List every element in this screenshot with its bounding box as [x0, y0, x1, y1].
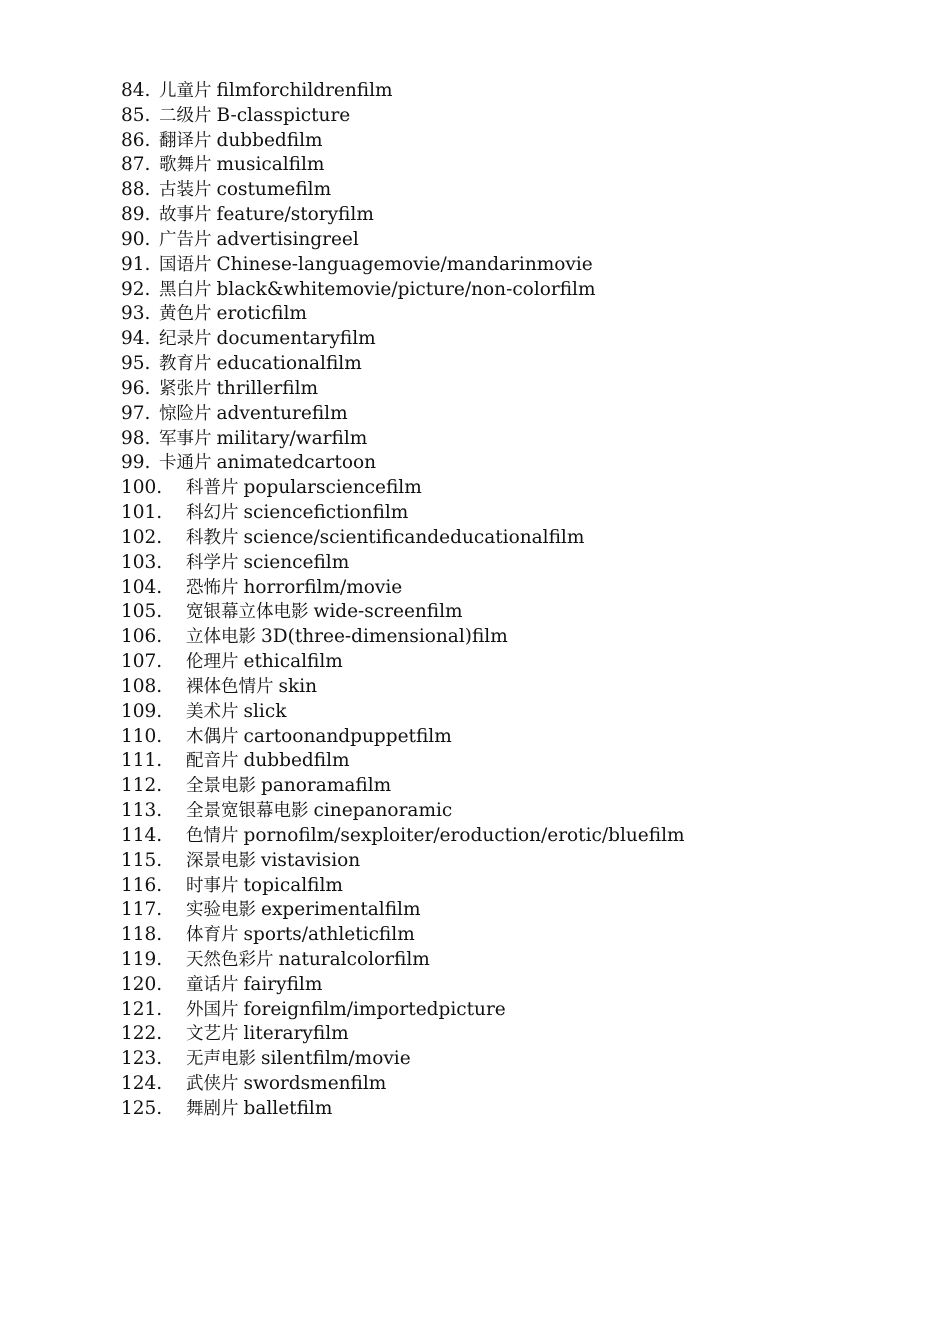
entry-chinese-term: 美术片	[186, 701, 239, 722]
entry-number: 100.	[121, 477, 163, 499]
glossary-entry	[121, 749, 685, 774]
entry-english-term: fairyfilm	[243, 973, 323, 995]
glossary-entry	[121, 79, 685, 104]
entry-english-term: slick	[243, 700, 287, 722]
entry-english-term: 3D(three-dimensional)film	[261, 626, 508, 648]
entry-number: 88.	[121, 179, 151, 201]
entry-chinese-term: 儿童片	[159, 81, 212, 101]
entry-number: 90.	[121, 228, 151, 250]
entry-chinese-term: 科教片	[186, 527, 239, 548]
entry-english-term: dubbedfilm	[243, 750, 350, 772]
entry-number: 113.	[121, 800, 163, 822]
entry-chinese-term: 全景电影	[186, 776, 256, 797]
glossary-entry	[121, 526, 685, 551]
entry-english-term: literaryfilm	[243, 1023, 349, 1045]
entry-number: 110.	[121, 725, 163, 747]
glossary-entry	[121, 153, 685, 178]
entry-number: 102.	[121, 526, 163, 548]
entry-english-term: adventurefilm	[216, 402, 348, 424]
glossary-entry	[121, 650, 685, 675]
entry-number: 92.	[121, 278, 151, 300]
entry-number: 98.	[121, 427, 151, 449]
entry-english-term: popularsciencefilm	[243, 477, 422, 499]
entry-chinese-term: 色情片	[186, 825, 239, 846]
entry-english-term: science/scientificandeducationalfilm	[243, 526, 585, 548]
entry-chinese-term: 紧张片	[159, 378, 212, 399]
entry-english-term: sciencefictionfilm	[243, 502, 409, 524]
entry-chinese-term: 体育片	[186, 925, 239, 946]
entry-english-term: wide-screenfilm	[313, 601, 463, 623]
entry-english-term: documentaryfilm	[216, 328, 376, 350]
entry-number: 103.	[121, 551, 163, 573]
entry-number: 93.	[121, 303, 151, 325]
entry-chinese-term: 实验电影	[186, 900, 256, 921]
entry-english-term: swordsmenfilm	[243, 1073, 387, 1095]
entry-number: 107.	[121, 651, 163, 673]
entry-english-term: experimentalfilm	[261, 899, 421, 921]
entry-chinese-term: 黑白片	[159, 279, 212, 300]
entry-english-term: topicalfilm	[243, 874, 343, 896]
entry-english-term: balletfilm	[243, 1097, 333, 1119]
entry-english-term: military/warfilm	[216, 427, 368, 449]
entry-number: 109.	[121, 700, 163, 722]
entry-chinese-term: 科普片	[186, 478, 239, 499]
entry-english-term: pornofilm/sexploiter/eroduction/erotic/bluefilm	[243, 824, 685, 846]
entry-number: 117.	[121, 899, 163, 921]
entry-number: 101.	[121, 502, 163, 524]
entry-number: 91.	[121, 253, 151, 275]
glossary-entry	[121, 849, 685, 874]
entry-number: 86.	[121, 129, 151, 151]
entry-chinese-term: 惊险片	[159, 403, 212, 424]
glossary-entry	[121, 675, 685, 700]
glossary-entry	[121, 824, 685, 849]
entry-english-term: naturalcolorfilm	[278, 948, 430, 970]
entry-number: 105.	[121, 601, 163, 623]
entry-chinese-term: 文艺片	[186, 1024, 239, 1045]
entry-english-term: feature/storyfilm	[216, 204, 374, 226]
entry-number: 118.	[121, 924, 163, 946]
entry-chinese-term: 全景宽银幕电影	[186, 801, 309, 822]
glossary-entry	[121, 1097, 685, 1122]
entry-english-term: black&whitemovie/picture/non-colorfilm	[216, 278, 596, 300]
glossary-entry	[121, 377, 685, 402]
entry-chinese-term: 科学片	[186, 552, 239, 573]
entry-number: 125.	[121, 1097, 163, 1119]
glossary-entry	[121, 402, 685, 427]
entry-chinese-term: 故事片	[159, 205, 212, 226]
entry-number: 123.	[121, 1048, 163, 1070]
entry-english-term: vistavision	[261, 849, 361, 871]
glossary-entry	[121, 427, 685, 452]
entry-chinese-term: 裸体色情片	[186, 676, 274, 697]
glossary-entry	[121, 501, 685, 526]
entry-english-term: musicalfilm	[216, 154, 325, 176]
glossary-entry	[121, 600, 685, 625]
entry-chinese-term: 无声电影	[186, 1049, 256, 1070]
entry-number: 122.	[121, 1023, 163, 1045]
entry-number: 104.	[121, 576, 163, 598]
film-genre-glossary-list	[121, 79, 685, 1122]
glossary-entry	[121, 476, 685, 501]
entry-chinese-term: 木偶片	[186, 726, 239, 747]
entry-english-term: eroticfilm	[216, 303, 307, 325]
glossary-entry	[121, 1022, 685, 1047]
glossary-entry	[121, 799, 685, 824]
entry-english-term: foreignfilm/importedpicture	[243, 998, 506, 1020]
entry-number: 87.	[121, 154, 151, 176]
entry-english-term: sports/athleticfilm	[243, 924, 415, 946]
entry-chinese-term: 宽银幕立体电影	[186, 602, 309, 623]
entry-chinese-term: 纪录片	[159, 329, 212, 350]
entry-number: 111.	[121, 750, 163, 772]
entry-english-term: B-classpicture	[216, 104, 351, 126]
glossary-entry	[121, 973, 685, 998]
glossary-entry	[121, 253, 685, 278]
entry-english-term: educationalfilm	[216, 353, 362, 375]
glossary-entry	[121, 278, 685, 303]
glossary-entry	[121, 874, 685, 899]
entry-chinese-term: 教育片	[159, 354, 212, 375]
entry-english-term: sciencefilm	[243, 551, 350, 573]
entry-english-term: cartoonandpuppetfilm	[243, 725, 452, 747]
glossary-entry	[121, 327, 685, 352]
glossary-entry	[121, 551, 685, 576]
glossary-entry	[121, 104, 685, 129]
entry-number: 114.	[121, 824, 163, 846]
glossary-entry	[121, 898, 685, 923]
glossary-entry	[121, 576, 685, 601]
entry-english-term: horrorfilm/movie	[243, 576, 403, 598]
entry-number: 85.	[121, 104, 151, 126]
entry-chinese-term: 古装片	[159, 180, 212, 201]
entry-number: 112.	[121, 775, 163, 797]
entry-english-term: skin	[278, 675, 318, 697]
glossary-entry	[121, 203, 685, 228]
entry-chinese-term: 伦理片	[186, 652, 239, 673]
entry-english-term: filmforchildrenfilm	[216, 80, 393, 101]
entry-chinese-term: 黄色片	[159, 304, 212, 325]
glossary-entry	[121, 725, 685, 750]
entry-number: 97.	[121, 402, 151, 424]
entry-chinese-term: 国语片	[159, 254, 212, 275]
glossary-entry	[121, 774, 685, 799]
entry-chinese-term: 卡通片	[159, 453, 212, 474]
entry-number: 94.	[121, 328, 151, 350]
entry-chinese-term: 科幻片	[186, 503, 239, 524]
glossary-entry	[121, 228, 685, 253]
entry-chinese-term: 翻译片	[159, 130, 212, 151]
glossary-entry	[121, 129, 685, 154]
entry-english-term: Chinese-languagemovie/mandarinmovie	[216, 253, 593, 275]
entry-english-term: panoramafilm	[261, 775, 392, 797]
entry-english-term: silentfilm/movie	[261, 1048, 411, 1070]
entry-chinese-term: 天然色彩片	[186, 949, 274, 970]
entry-number: 119.	[121, 948, 163, 970]
glossary-entry	[121, 998, 685, 1023]
entry-number: 89.	[121, 204, 151, 226]
entry-english-term: thrillerfilm	[216, 377, 319, 399]
entry-number: 96.	[121, 377, 151, 399]
entry-number: 95.	[121, 353, 151, 375]
glossary-entry	[121, 923, 685, 948]
entry-chinese-term: 外国片	[186, 999, 239, 1020]
glossary-entry	[121, 700, 685, 725]
entry-number: 106.	[121, 626, 163, 648]
glossary-entry	[121, 625, 685, 650]
glossary-entry	[121, 451, 685, 476]
entry-number: 84.	[121, 80, 151, 101]
entry-english-term: advertisingreel	[216, 228, 359, 250]
entry-chinese-term: 军事片	[159, 428, 212, 449]
entry-chinese-term: 歌舞片	[159, 155, 212, 176]
entry-english-term: cinepanoramic	[313, 800, 453, 822]
entry-chinese-term: 二级片	[159, 105, 212, 126]
glossary-entry	[121, 948, 685, 973]
entry-chinese-term: 广告片	[159, 229, 212, 250]
entry-number: 124.	[121, 1073, 163, 1095]
glossary-entry	[121, 352, 685, 377]
entry-english-term: costumefilm	[216, 179, 332, 201]
glossary-entry	[121, 302, 685, 327]
entry-chinese-term: 深景电影	[186, 850, 256, 871]
entry-number: 116.	[121, 874, 163, 896]
entry-chinese-term: 立体电影	[186, 627, 256, 648]
entry-number: 99.	[121, 452, 151, 474]
entry-english-term: ethicalfilm	[243, 651, 343, 673]
glossary-entry	[121, 178, 685, 203]
glossary-entry	[121, 1047, 685, 1072]
entry-english-term: animatedcartoon	[216, 452, 377, 474]
entry-number: 115.	[121, 849, 163, 871]
entry-chinese-term: 时事片	[186, 875, 239, 896]
glossary-entry	[121, 1072, 685, 1097]
entry-english-term: dubbedfilm	[216, 129, 323, 151]
entry-chinese-term: 舞剧片	[186, 1098, 239, 1119]
entry-chinese-term: 武侠片	[186, 1074, 239, 1095]
entry-chinese-term: 童话片	[186, 974, 239, 995]
entry-number: 108.	[121, 675, 163, 697]
entry-chinese-term: 恐怖片	[186, 577, 239, 598]
entry-number: 120.	[121, 973, 163, 995]
entry-number: 121.	[121, 998, 163, 1020]
entry-chinese-term: 配音片	[186, 751, 239, 772]
